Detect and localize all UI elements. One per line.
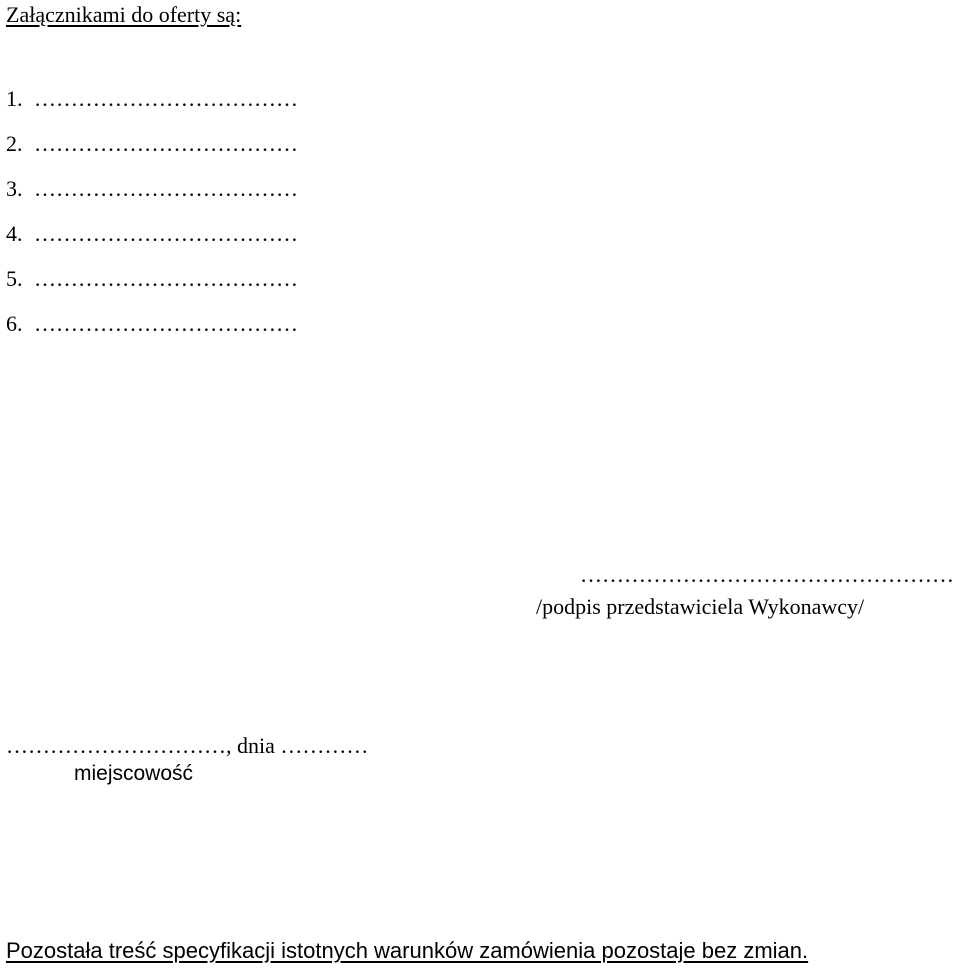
attachment-number: 4. (6, 221, 23, 246)
signature-line[interactable]: …………………………………………… (580, 562, 954, 587)
attachments-heading: Załącznikami do oferty są: (6, 2, 242, 27)
attachment-blank[interactable]: ……………………………… (34, 176, 298, 201)
attachment-item (6, 266, 298, 311)
attachment-number: 5. (6, 266, 23, 291)
attachment-number: 1. (6, 86, 23, 111)
place-date-line (6, 733, 368, 759)
place-label: miejscowość (74, 762, 194, 785)
attachment-blank[interactable]: ……………………………… (34, 311, 298, 336)
attachment-blank[interactable]: ……………………………… (34, 221, 298, 246)
attachment-item (6, 221, 298, 266)
date-prefix: , dnia (226, 733, 281, 758)
place-blank[interactable]: ………………………… (6, 733, 226, 758)
place-date-block (6, 733, 368, 787)
attachment-number: 2. (6, 131, 23, 156)
attachment-number: 6. (6, 311, 23, 336)
attachment-blank[interactable]: ……………………………… (34, 86, 298, 111)
footer-note: Pozostała treść specyfikacji istotnych warunków zamówienia pozostaje bez zmian. (6, 938, 809, 963)
signature-block (496, 562, 960, 620)
attachment-blank[interactable]: ……………………………… (34, 131, 298, 156)
date-blank[interactable]: ………… (280, 733, 369, 758)
attachment-item (6, 86, 298, 131)
attachment-item (6, 176, 298, 221)
attachment-number: 3. (6, 176, 23, 201)
signature-label: /podpis przedstawiciela Wykonawcy/ (536, 594, 865, 619)
attachment-item (6, 131, 298, 176)
attachment-blank[interactable]: ……………………………… (34, 266, 298, 291)
attachment-item (6, 311, 298, 356)
attachments-list (6, 86, 298, 356)
